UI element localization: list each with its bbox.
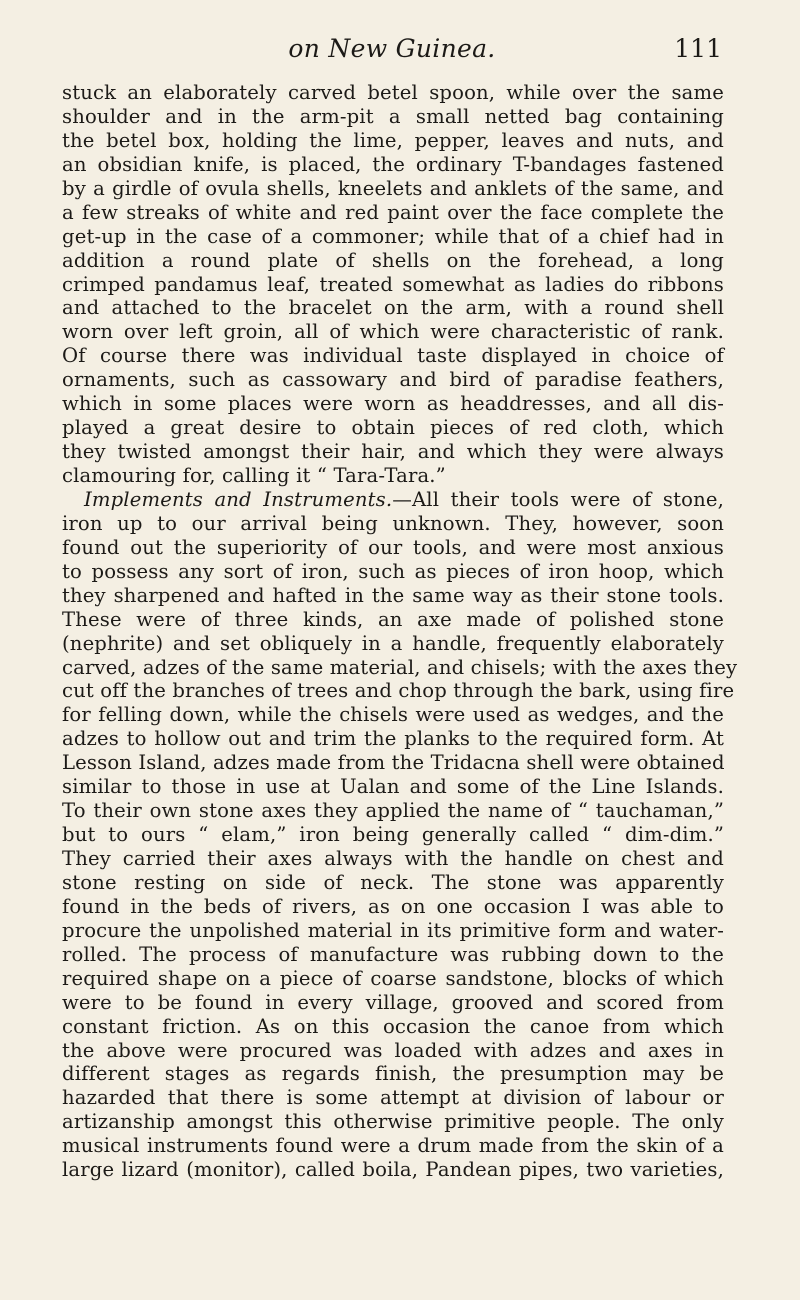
text-line: These were of three kinds, an axe made of polished stone — [62, 607, 724, 631]
text-line: to possess any sort of iron, such as pieces of iron hoop, which — [62, 559, 724, 583]
text-line: which in some places were worn as headdresses, and all dis- — [62, 392, 724, 416]
body-text — [62, 81, 738, 1182]
text-line: different stages as regards finish, the presumption may be — [62, 1062, 724, 1086]
text-line: they sharpened and hafted in the same way as their stone tools. — [62, 583, 724, 607]
text-line: adzes to hollow out and trim the planks to the required form. At — [62, 727, 724, 751]
text-line: found out the superiority of our tools, and were most anxious — [62, 535, 724, 559]
text-line: and attached to the bracelet on the arm, with a round shell — [62, 296, 724, 320]
text-line: found in the beds of rivers, as on one occasion I was able to — [62, 894, 724, 918]
text-line: they twisted amongst their hair, and which they were always — [62, 440, 724, 464]
text-line: To their own stone axes they applied the name of “ tauchaman,” — [62, 799, 724, 823]
text-line: played a great desire to obtain pieces of red cloth, which — [62, 416, 724, 440]
text-line: (nephrite) and set obliquely in a handle, frequently elaborately — [62, 631, 724, 655]
section-heading-continuation: —All their tools were of stone, — [392, 487, 724, 511]
section-heading-line — [62, 488, 724, 512]
text-line: stone resting on side of neck. The stone was apparently — [62, 870, 724, 894]
text-line: procure the unpolished material in its primitive form and water- — [62, 918, 724, 942]
text-line: stuck an elaborately carved betel spoon, while over the same — [62, 81, 724, 104]
text-line: shoulder and in the arm-pit a small netted bag containing — [62, 104, 724, 128]
text-line: They carried their axes always with the handle on chest and — [62, 847, 724, 870]
text-line: hazarded that there is some attempt at division of labour or — [62, 1086, 724, 1110]
text-line: were to be found in every village, grooved and scored from — [62, 990, 724, 1014]
text-line: the above were procured was loaded with adzes and axes in — [62, 1038, 724, 1062]
text-line: carved, adzes of the same material, and chisels; with the axes they — [62, 655, 738, 679]
text-line: clamouring for, calling it “ Tara-Tara.” — [62, 464, 446, 487]
text-line: crimped pandamus leaf, treated somewhat as ladies do ribbons — [62, 272, 724, 296]
text-line: the betel box, holding the lime, pepper, leaves and nuts, and — [62, 128, 724, 152]
text-line: similar to those in use at Ualan and some of the Line Islands. — [62, 775, 724, 799]
text-line: large lizard (monitor), called boila, Pandean pipes, two varieties, — [62, 1158, 724, 1182]
text-line: musical instruments found were a drum made from the skin of a — [62, 1134, 724, 1158]
text-line: by a girdle of ovula shells, kneelets and anklets of the same, and — [62, 176, 724, 200]
text-line: Lesson Island, adzes made from the Tridacna shell were obtained — [62, 751, 725, 775]
text-line: addition a round plate of shells on the forehead, a long — [62, 248, 724, 272]
text-line: artizanship amongst this otherwise primitive people. The only — [62, 1110, 724, 1134]
section-heading: Implements and Instruments. — [84, 487, 393, 511]
page-number: 111 — [674, 34, 722, 63]
running-title: on New Guinea. — [288, 34, 496, 63]
text-line: Of course there was individual taste displayed in choice of — [62, 344, 724, 368]
text-line: but to ours “ elam,” iron being generally called “ dim-dim.” — [62, 823, 724, 847]
text-line: rolled. The process of manufacture was rubbing down to the — [62, 942, 724, 966]
text-line: for felling down, while the chisels were used as wedges, and the — [62, 703, 724, 727]
text-line: worn over left groin, all of which were characteristic of rank. — [62, 320, 724, 344]
text-line: constant friction. As on this occasion the canoe from which — [62, 1014, 724, 1038]
text-line: iron up to our arrival being unknown. They, however, soon — [62, 511, 724, 535]
text-line: cut off the branches of trees and chop through the bark, using fire — [62, 679, 735, 703]
text-line: a few streaks of white and red paint over the face complete the — [62, 200, 724, 224]
text-line: an obsidian knife, is placed, the ordinary T-bandages fastened — [62, 152, 724, 176]
text-line: required shape on a piece of coarse sandstone, blocks of which — [62, 966, 724, 990]
running-header — [62, 34, 722, 74]
text-line: ornaments, such as cassowary and bird of paradise feathers, — [62, 368, 724, 392]
text-line: get-up in the case of a commoner; while that of a chief had in — [62, 224, 724, 248]
